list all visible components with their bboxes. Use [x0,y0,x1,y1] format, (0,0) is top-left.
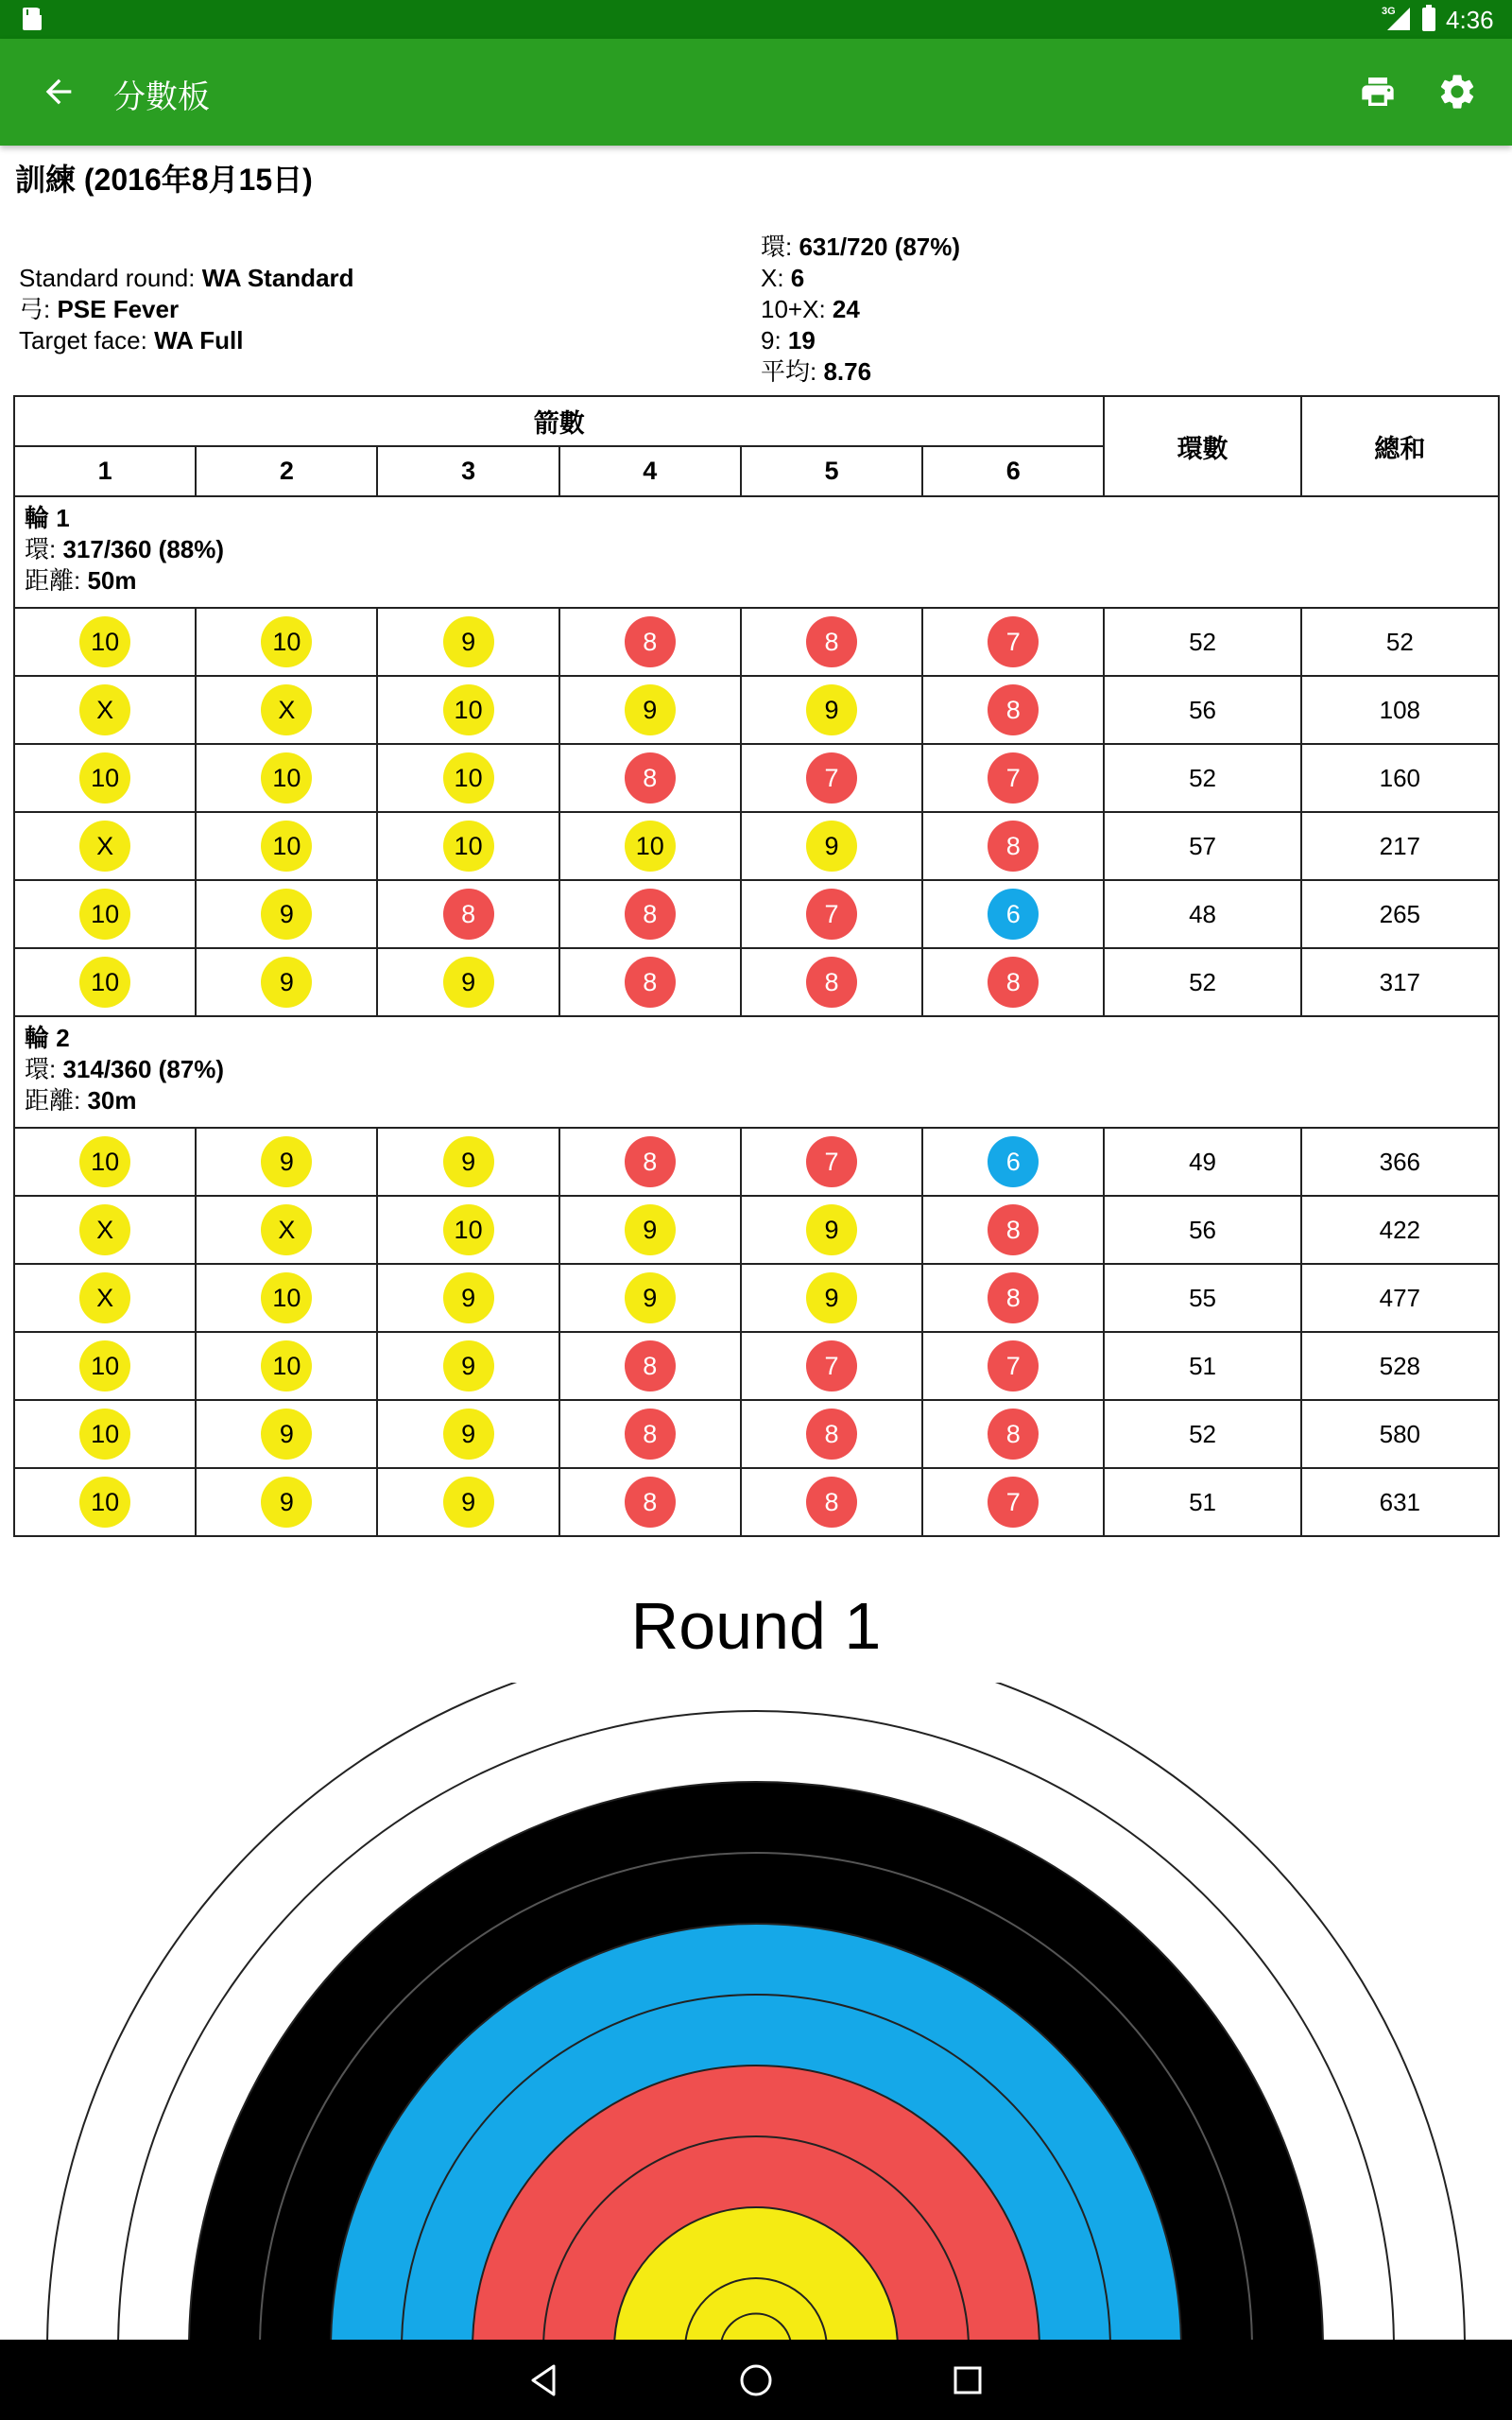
round-score: 環: 314/360 (87%) [25,1055,225,1083]
running-total: 631 [1301,1468,1499,1536]
arrow-cell [741,948,922,1016]
arrow-score-badge: 8 [988,1409,1039,1460]
end-score: 49 [1104,1128,1300,1196]
arrow-score-badge: 9 [806,821,857,872]
end-row[interactable] [14,1196,1499,1264]
arrow-cell [14,744,196,812]
arrow-cell [559,1264,741,1332]
arrow-cell [559,1400,741,1468]
arrow-score-badge: 8 [625,752,676,804]
round-score: 環: 317/360 (88%) [25,535,225,563]
arrow-cell [14,676,196,744]
print-icon[interactable] [1357,73,1399,111]
arrow-cell [741,880,922,948]
arrow-score-badge: 9 [443,957,494,1008]
arrow-cell [196,948,377,1016]
arrow-cell [14,1468,196,1536]
round-distance: 距離: 30m [25,1086,137,1115]
running-total: 108 [1301,676,1499,744]
arrow-score-badge: 9 [443,1136,494,1187]
arrow-cell [559,1196,741,1264]
end-score: 52 [1104,744,1300,812]
arrow-score-badge: 9 [806,684,857,735]
arrow-cell [559,1468,741,1536]
arrow-cell [14,1400,196,1468]
end-row[interactable] [14,1400,1499,1468]
end-score: 52 [1104,1400,1300,1468]
total-score-line: 環: 631/720 (87%) [761,233,961,261]
end-row[interactable] [14,880,1499,948]
arrow-score-badge: X [79,1204,130,1255]
page-title: 分數板 [113,79,210,115]
arrow-number-header: 5 [741,446,922,496]
score-summary [761,232,960,388]
end-row[interactable] [14,1332,1499,1400]
arrow-cell [741,1128,922,1196]
arrow-cell [377,880,558,948]
arrow-score-badge: 8 [806,1409,857,1460]
app-bar [0,39,1512,146]
arrow-score-badge: 10 [261,616,312,667]
arrow-cell [922,948,1104,1016]
arrow-score-badge: 8 [625,1409,676,1460]
sd-card-icon [23,8,42,30]
arrow-cell [922,1196,1104,1264]
arrow-score-badge: 8 [988,1204,1039,1255]
arrow-cell [559,1128,741,1196]
arrow-cell [377,1468,558,1536]
nine-count-line: 9: 19 [761,326,816,354]
arrow-score-badge: 9 [443,1409,494,1460]
arrow-cell [741,1468,922,1536]
end-row[interactable] [14,812,1499,880]
arrow-score-badge: 10 [79,1409,130,1460]
end-score: 52 [1104,608,1300,676]
arrow-score-badge: 7 [988,1340,1039,1392]
arrow-cell [196,812,377,880]
clock: 4:36 [1446,6,1494,34]
navigation-bar [0,2340,1512,2420]
running-total: 52 [1301,608,1499,676]
arrow-cell [196,744,377,812]
arrow-score-badge: 8 [988,684,1039,735]
running-total: 317 [1301,948,1499,1016]
arrow-cell [14,608,196,676]
arrow-score-badge: 9 [443,616,494,667]
end-score: 57 [1104,812,1300,880]
arrow-cell [741,676,922,744]
arrows-header: 箭數 [14,396,1104,446]
arrow-cell [922,1468,1104,1536]
end-row[interactable] [14,1468,1499,1536]
arrow-cell [922,1400,1104,1468]
arrow-number-header: 1 [14,446,196,496]
end-score: 51 [1104,1468,1300,1536]
arrow-cell [14,1128,196,1196]
nav-home-icon[interactable] [732,2357,780,2404]
target-face-drawing [0,1683,1512,2340]
arrow-score-badge: 10 [261,752,312,804]
arrow-cell [14,880,196,948]
session-title: 訓練 (2016年8月15日) [15,163,313,197]
arrow-cell [377,812,558,880]
average-line: 平均: 8.76 [761,357,872,386]
arrow-cell [196,880,377,948]
end-row[interactable] [14,1264,1499,1332]
arrow-score-badge: 8 [806,1477,857,1528]
arrow-cell [559,608,741,676]
arrow-cell [196,1196,377,1264]
arrow-score-badge: 7 [988,752,1039,804]
arrow-score-badge: 8 [625,1136,676,1187]
arrow-number-header: 2 [196,446,377,496]
arrow-score-badge: 8 [625,889,676,940]
arrow-cell [741,608,922,676]
arrow-cell [14,812,196,880]
arrow-cell [377,1128,558,1196]
arrow-cell [196,608,377,676]
arrow-cell [741,1196,922,1264]
running-total: 217 [1301,812,1499,880]
signal-icon [1387,8,1410,30]
arrow-score-badge: 9 [261,1136,312,1187]
arrow-score-badge: 10 [79,752,130,804]
arrow-score-badge: 9 [625,684,676,735]
arrow-cell [922,608,1104,676]
arrow-cell [922,676,1104,744]
end-score: 55 [1104,1264,1300,1332]
arrow-score-badge: 10 [79,1340,130,1392]
running-total: 580 [1301,1400,1499,1468]
arrow-cell [377,1400,558,1468]
arrow-cell [196,1128,377,1196]
arrow-score-badge: 8 [443,889,494,940]
arrow-cell [196,1264,377,1332]
arrow-score-badge: 10 [443,684,494,735]
x-count-line: X: 6 [761,264,805,292]
arrow-score-badge: 9 [261,1409,312,1460]
arrow-score-badge: 9 [443,1477,494,1528]
nav-back-icon[interactable] [522,2357,569,2404]
arrow-score-badge: 7 [806,889,857,940]
arrow-cell [196,676,377,744]
arrow-cell [196,1332,377,1400]
arrow-score-badge: 8 [625,1340,676,1392]
arrow-cell [14,948,196,1016]
arrow-score-badge: 7 [806,1136,857,1187]
round-header-row [14,1016,1499,1128]
running-total: 422 [1301,1196,1499,1264]
arrow-score-badge: 9 [806,1204,857,1255]
gear-icon[interactable] [1436,71,1478,112]
target-face-line: Target face: WA Full [19,326,244,354]
arrow-score-badge: 6 [988,889,1039,940]
end-row[interactable] [14,1128,1499,1196]
arrow-score-badge: 8 [988,1272,1039,1323]
round-distance: 距離: 50m [25,566,137,595]
arrow-score-badge: 8 [625,957,676,1008]
arrow-score-badge: 9 [443,1272,494,1323]
running-total: 477 [1301,1264,1499,1332]
arrow-score-badge: 7 [806,1340,857,1392]
arrow-score-badge: 8 [625,616,676,667]
arrow-score-badge: X [79,684,130,735]
round-chart-title: Round 1 [630,1589,882,1663]
arrow-score-badge: 8 [988,821,1039,872]
arrow-cell [14,1196,196,1264]
arrow-score-badge: 8 [988,957,1039,1008]
arrow-number-header: 4 [559,446,741,496]
running-total: 265 [1301,880,1499,948]
arrow-cell [377,1264,558,1332]
arrow-score-badge: 8 [806,616,857,667]
arrow-score-badge: 6 [988,1136,1039,1187]
bow-line: 弓: PSE Fever [19,295,180,323]
arrow-score-badge: X [79,821,130,872]
arrow-cell [741,1332,922,1400]
arrow-cell [14,1264,196,1332]
arrow-score-badge: 10 [443,752,494,804]
arrow-cell [377,676,558,744]
round-header [14,1016,1499,1128]
arrow-cell [922,1264,1104,1332]
battery-icon [1422,8,1435,31]
arrow-cell [741,744,922,812]
arrow-score-badge: 10 [261,1340,312,1392]
arrow-score-badge: 8 [806,957,857,1008]
arrow-score-badge: 9 [806,1272,857,1323]
arrow-score-badge: 7 [988,1477,1039,1528]
end-row[interactable] [14,744,1499,812]
arrow-score-badge: 9 [261,1477,312,1528]
arrow-score-badge: 10 [625,821,676,872]
arrow-score-badge: 9 [625,1272,676,1323]
arrow-score-badge: 10 [79,889,130,940]
arrow-cell [741,812,922,880]
end-score: 56 [1104,676,1300,744]
arrow-number-header: 3 [377,446,558,496]
arrow-cell [922,1128,1104,1196]
ten-x-count-line: 10+X: 24 [761,295,860,323]
arrow-cell [922,880,1104,948]
arrow-score-badge: X [261,684,312,735]
arrow-cell [14,1332,196,1400]
score-table [13,395,1500,1537]
arrow-score-badge: 9 [261,889,312,940]
round-info [19,263,354,356]
end-score: 51 [1104,1332,1300,1400]
network-type: 3G [1382,6,1396,17]
arrow-cell [377,948,558,1016]
arrow-cell [741,1400,922,1468]
end-score: 52 [1104,948,1300,1016]
end-row[interactable] [14,676,1499,744]
arrow-score-badge: 10 [79,616,130,667]
round-name: 輪 1 [25,504,70,532]
arrow-cell [377,744,558,812]
arrow-score-badge: 10 [261,821,312,872]
arrow-cell [377,1196,558,1264]
total-header: 總和 [1301,396,1499,496]
arrow-cell [559,676,741,744]
arrow-score-badge: 9 [625,1204,676,1255]
arrow-score-badge: 10 [79,1477,130,1528]
arrow-score-badge: 9 [261,957,312,1008]
arrow-cell [559,812,741,880]
round-name: 輪 2 [25,1024,70,1052]
arrow-score-badge: 10 [79,957,130,1008]
score-header: 環數 [1104,396,1300,496]
arrow-cell [559,1332,741,1400]
nav-recents-icon[interactable] [944,2357,991,2404]
round-header-row [14,496,1499,608]
arrow-cell [922,744,1104,812]
back-arrow-icon[interactable] [38,73,79,111]
arrow-score-badge: 10 [443,821,494,872]
arrow-cell [559,948,741,1016]
arrow-score-badge: 7 [806,752,857,804]
end-score: 48 [1104,880,1300,948]
arrow-cell [377,1332,558,1400]
arrow-score-badge: X [79,1272,130,1323]
end-row[interactable] [14,608,1499,676]
arrow-score-badge: 10 [443,1204,494,1255]
target-face [0,1683,1512,2340]
arrow-cell [741,1264,922,1332]
running-total: 528 [1301,1332,1499,1400]
arrow-score-badge: 10 [79,1136,130,1187]
arrow-score-badge: 8 [625,1477,676,1528]
standard-round-line: Standard round: WA Standard [19,264,354,292]
arrow-cell [559,744,741,812]
arrow-cell [922,812,1104,880]
arrow-cell [196,1400,377,1468]
end-row[interactable] [14,948,1499,1016]
status-bar [0,0,1512,39]
arrow-score-badge: 9 [443,1340,494,1392]
arrow-score-badge: 10 [261,1272,312,1323]
arrow-score-badge: 7 [988,616,1039,667]
arrow-cell [559,880,741,948]
arrow-number-header: 6 [922,446,1104,496]
arrow-cell [922,1332,1104,1400]
end-score: 56 [1104,1196,1300,1264]
round-header [14,496,1499,608]
running-total: 366 [1301,1128,1499,1196]
running-total: 160 [1301,744,1499,812]
arrow-cell [196,1468,377,1536]
arrow-score-badge: X [261,1204,312,1255]
arrow-cell [377,608,558,676]
